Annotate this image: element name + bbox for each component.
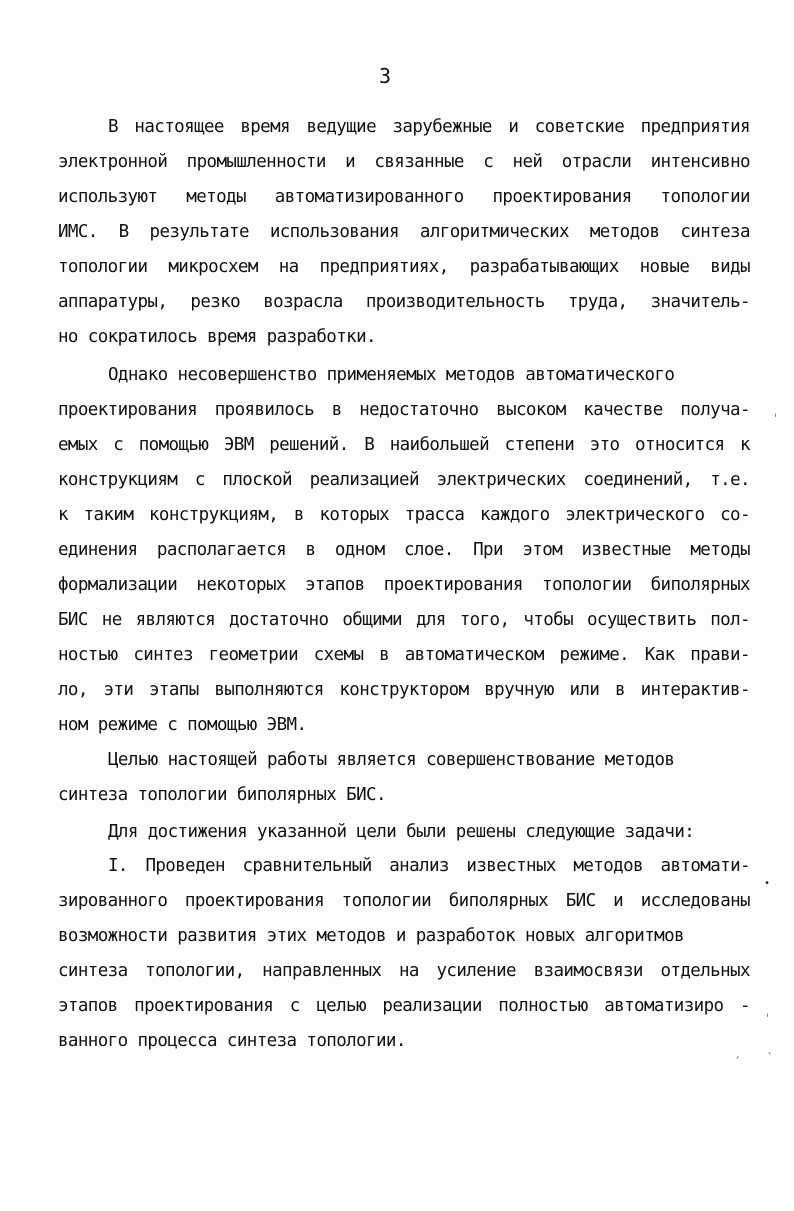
text-line: ло, эти этапы выполняются конструктором вручную или в интерактив- — [58, 680, 750, 700]
text-line: ванного процесса синтеза топологии. — [58, 1031, 406, 1051]
text-line: проектирования проявилось в недостаточно высоком качестве получа- — [58, 400, 750, 420]
text-line: емых с помощью ЭВМ решений. В наибольшей степени это относится к — [58, 435, 750, 455]
text-line: ИМС. В результате использования алгоритмических методов синтеза — [58, 222, 750, 242]
page-number: 3 — [378, 64, 392, 88]
text-line: топологии микросхем на предприятиях, разрабатывающих новые виды — [58, 257, 750, 277]
text-line: Целью настоящей работы является совершенствование методов — [108, 750, 675, 770]
scan-speck: ˎ — [766, 1040, 774, 1054]
scan-speck: ˈ — [772, 412, 780, 426]
text-line: используют методы автоматизированного проектирования топологии — [58, 187, 750, 207]
text-line: единения располагается в одном слое. При этом известные методы — [58, 540, 750, 560]
text-line: но сократилось время разработки. — [58, 327, 376, 347]
scan-speck: ˏ — [734, 1044, 742, 1058]
text-line: БИС не являются достаточно общими для того, чтобы осуществить пол- — [58, 610, 750, 630]
text-line: формализации некоторых этапов проектирования топологии биполярных — [58, 575, 750, 595]
scan-speck: • — [764, 878, 771, 889]
text-line: I. Проведен сравнительный анализ известных методов автомати- — [108, 856, 750, 876]
text-line: Однако несовершенство применяемых методов автоматического — [108, 365, 675, 385]
text-line: электронной промышленности и связанные с ней отрасли интенсивно — [58, 152, 750, 172]
text-line: ном режиме с помощью ЭВМ. — [58, 715, 307, 735]
text-line: Для достижения указанной цели были решены следующие задачи: — [108, 822, 695, 842]
text-line: к таким конструкциям, в которых трасса каждого электрического со- — [58, 505, 750, 525]
text-line: зированного проектирования топологии биполярных БИС и исследованы — [58, 891, 750, 911]
scan-speck: ˈ — [764, 1012, 772, 1026]
text-line: В настоящее время ведущие зарубежные и советские предприятия — [108, 117, 750, 137]
text-line: синтеза топологии, направленных на усиление взаимосвязи отдельных — [58, 961, 750, 981]
text-line: ностью синтез геометрии схемы в автоматическом режиме. Как прави- — [58, 645, 750, 665]
text-line: конструкциям с плоской реализацией электрических соединений, т.е. — [58, 470, 750, 490]
text-line: аппаратуры, резко возрасла производительность труда, значитель- — [58, 292, 750, 312]
text-line: синтеза топологии биполярных БИС. — [58, 785, 386, 805]
text-line: возможности развития этих методов и разработок новых алгоритмов — [58, 926, 684, 946]
text-line: этапов проектирования с целью реализации полностью автоматизиро - — [58, 996, 750, 1016]
